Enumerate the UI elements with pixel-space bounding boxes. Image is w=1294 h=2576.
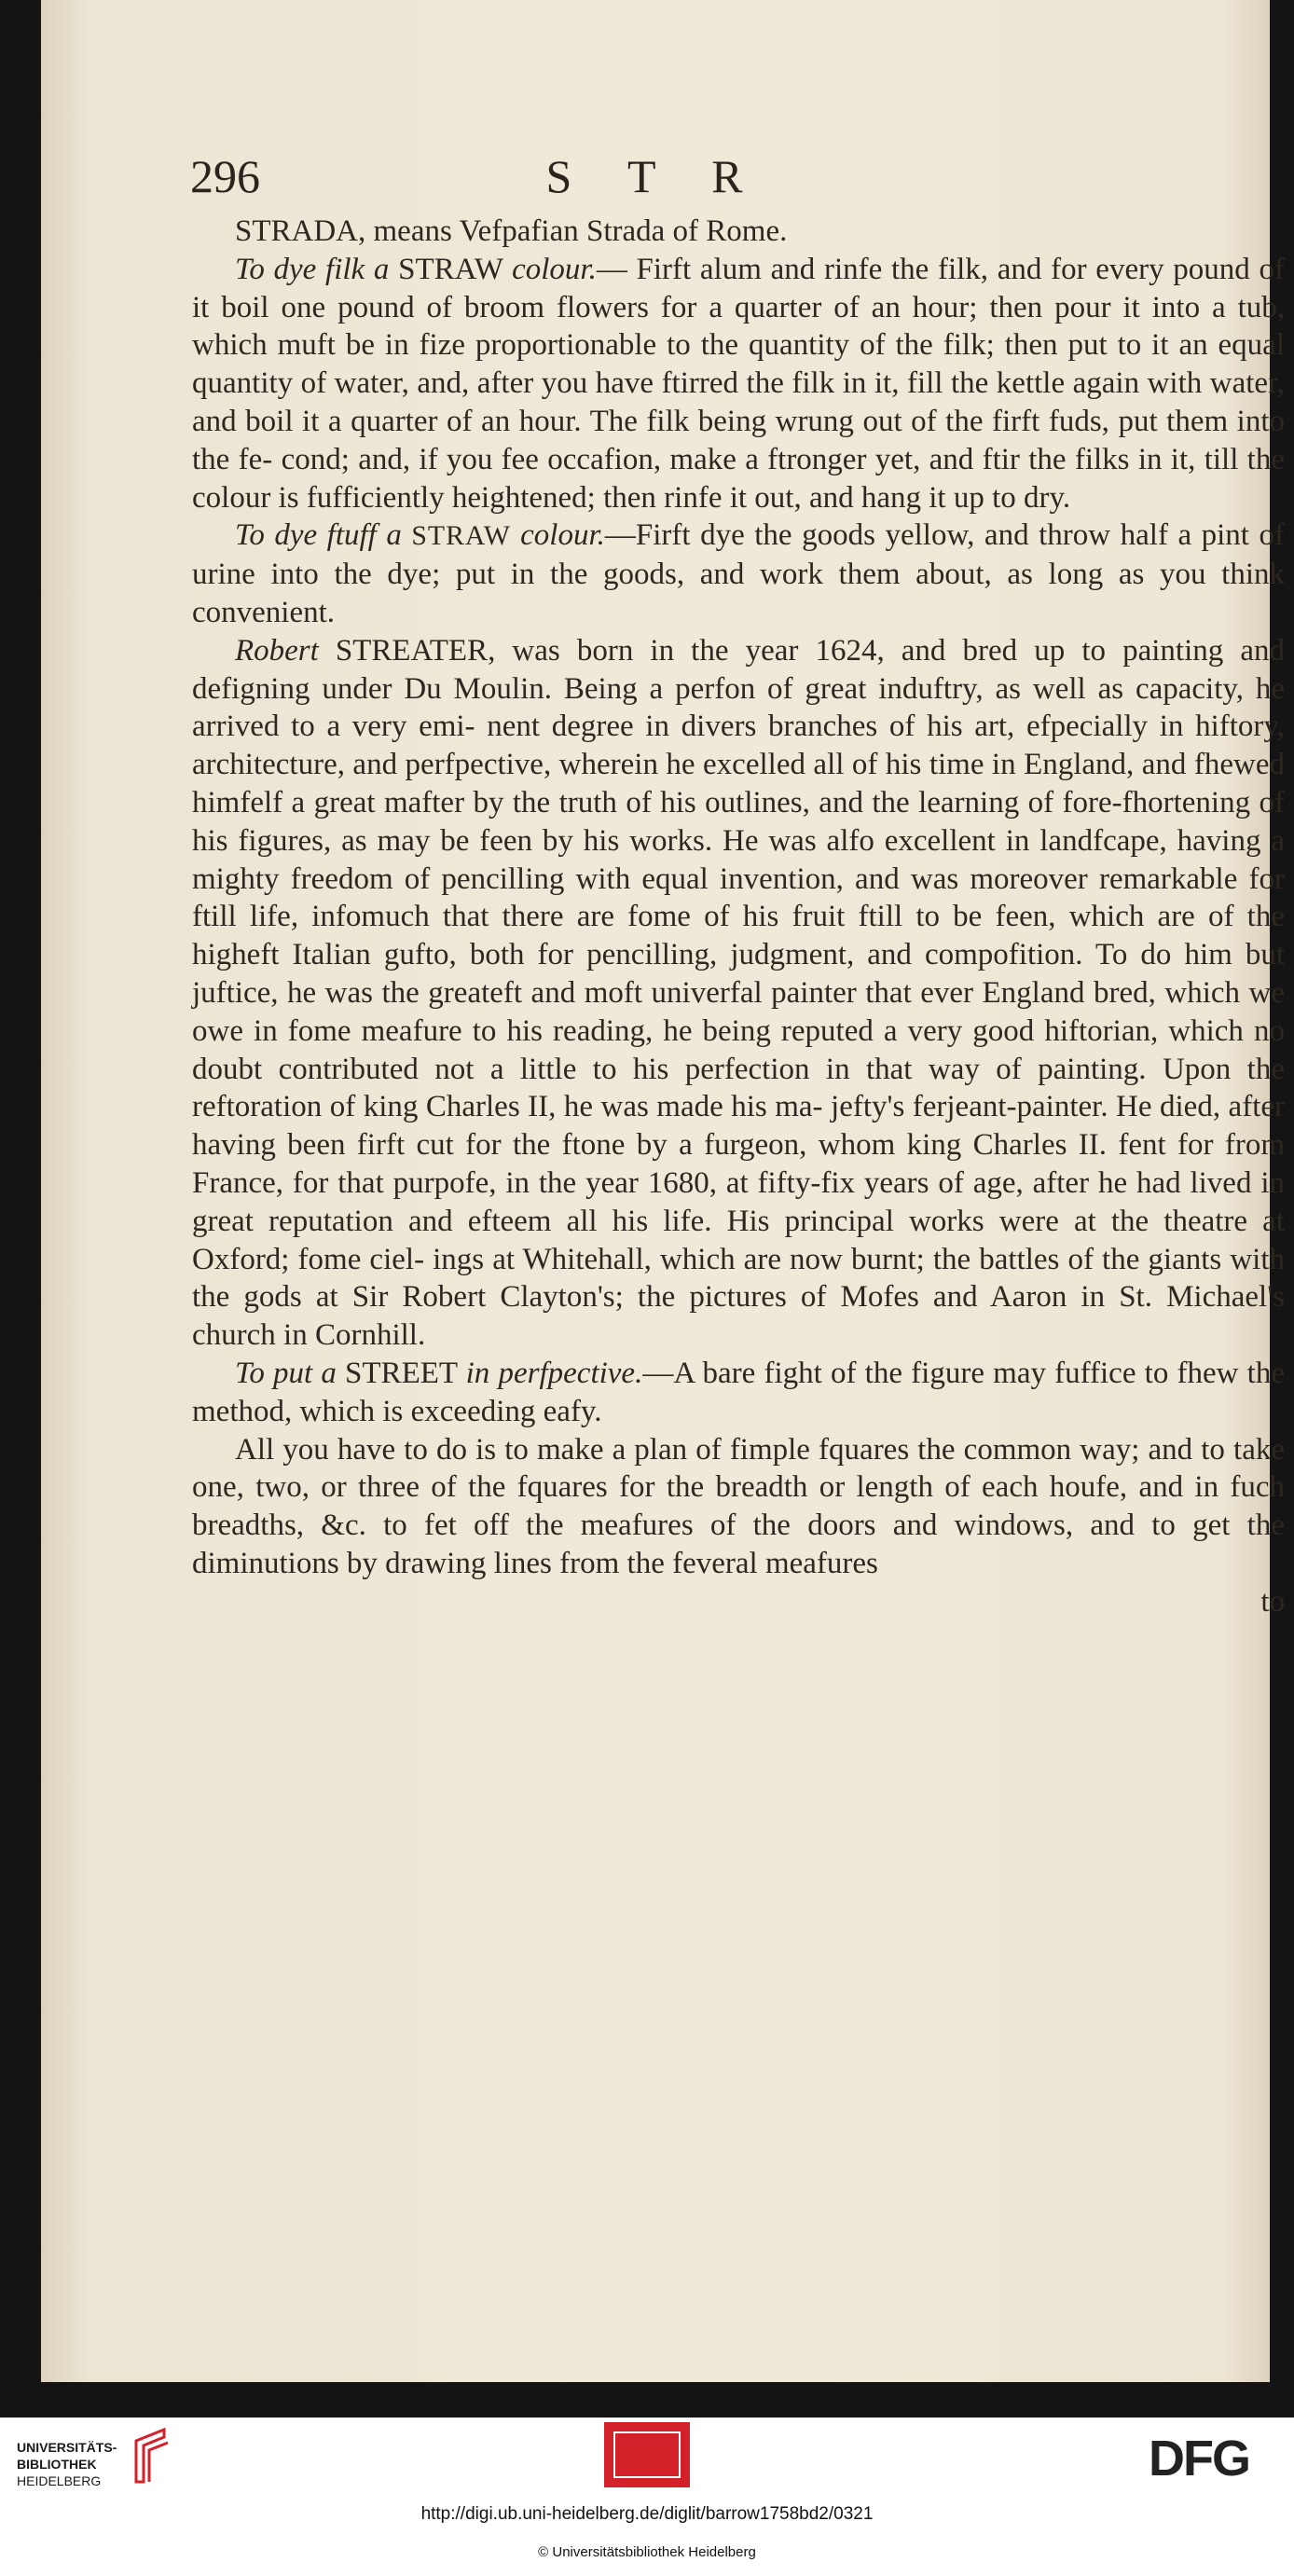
- text-run: To dye filk a: [235, 252, 399, 286]
- text-run: —A bare fight of the figure may fuffice to fhew the method, which is exceeding eafy.: [192, 1356, 1285, 1428]
- text-run: STRAW: [411, 521, 521, 552]
- paragraph: [192, 517, 1285, 631]
- ub-heidelberg-logo-icon: [131, 2428, 172, 2484]
- logo-frame: [613, 2431, 681, 2478]
- text-run: STRAW: [398, 252, 513, 286]
- text-run: colour.: [520, 518, 605, 553]
- paragraph: [192, 1431, 1285, 1583]
- paragraph: [192, 1355, 1285, 1431]
- page-body-text: [192, 213, 1285, 1620]
- book-page: [41, 0, 1285, 2382]
- permalink-url[interactable]: http://digi.ub.uni-heidelberg.de/diglit/barrow1758bd2/0321: [420, 2504, 874, 2524]
- text-run: STREATER, was born in the year 1624, and bred up to painting and defigning under Du Moulin. Being a perfon of great induftry, as well as capacity, he arrived to a very emi- nent degree in divers branches of his art, efpecially in hiftory, architecture, and perfpective, wherein he excelled all of his time in England, and fhewed himfelf a great mafter by the truth of his outlines, and the learning of fore-fhortening of his figures, as may be feen by his works. He was alfo excellent in landfcape, having a mighty freedom of pencilling with equal invention, and was moreover remarkable for ftill life, infomuch that there are fome of his fruit ftill to be feen, which are of the higheft Italian gufto, both for pencilling, judgment, and compofition. To do him but juftice, he was the greateft and moft univerfal painter that ever England bred, which we owe in fome meafure to his reading, he being reputed a very good hiftorian, which no doubt contributed not a little to his perfection in that way of painting. Upon the reftoration of king Charles II, he was made his ma- jefty's ferjeant-painter. He died, after having been firft cut for the ftone by a furgeon, whom king Charles II. fent for from France, for that purpofe, in the year 1680, at fifty-fix years of age, after he had lived in great reputation and efteem all his life. His principal works were at the theatre at Oxford; fome ciel- ings at Whitehall, which are now burnt; the battles of the giants with the gods at Sir Robert Clayton's; the pictures of Mofes and Aaron in St. Michael's church in Cornhill.: [192, 633, 1285, 1353]
- text-run: Robert: [235, 633, 336, 668]
- library-name-line-2: BIBLIOTHEK: [17, 2457, 97, 2472]
- text-run: All you have to do is to make a plan of fimple fquares the common way; and to take one, two, or three of the fquares for the breadth or length of each houfe, and in fuch breadths, &c. to fet off the meafures of the doors and windows, and to get the diminutions by drawing lines from the feveral meafures: [192, 1432, 1285, 1580]
- paragraph: [192, 251, 1285, 517]
- text-run: colour.: [512, 252, 597, 286]
- copyright-notice: © Universitätsbibliothek Heidelberg: [538, 2544, 756, 2560]
- catchword: to: [1260, 1584, 1285, 1619]
- text-run: — Firft alum and rinfe the filk, and for every pound of it boil one pound of broom flowers for a quarter of an hour; then pour it into a tub, which muft be in fize proportionable to the quantity of the filk; then put to it an equal quantity of water, and, after you have ftirred the filk in it, fill the kettle again with water, and boil it a quarter of an hour. The filk being wrung out of the firft fuds, put them into the fe- cond; and, if you fee occafion, make a ftronger yet, and ftir the filks in it, till the colour is fufficiently heightened; then rinfe it out, and hang it up to dry.: [192, 252, 1285, 515]
- text-run: To dye ftuff a: [235, 518, 412, 553]
- library-name-line-1: UNIVERSITÄTS-: [17, 2440, 117, 2455]
- paragraph: [192, 213, 1285, 251]
- text-run: STREET: [345, 1356, 466, 1390]
- running-head: S T R: [545, 150, 765, 202]
- paragraph: [192, 632, 1285, 1355]
- dfg-logo[interactable]: DFG: [1149, 2431, 1249, 2486]
- text-run: —Firft dye the goods yellow, and throw half a pint of urine into the dye; put in the goods, and work them about, as long as you think convenient.: [192, 518, 1285, 629]
- text-run: in perfpective.: [465, 1356, 643, 1390]
- page-number: 296: [190, 150, 260, 202]
- red-square-logo-icon[interactable]: [604, 2422, 690, 2487]
- page-header: [41, 147, 1270, 213]
- text-run: To put a: [235, 1356, 346, 1390]
- text-run: STRADA, means Vefpafian Strada of Rome.: [235, 214, 788, 248]
- library-name-line-3: HEIDELBERG: [17, 2473, 102, 2488]
